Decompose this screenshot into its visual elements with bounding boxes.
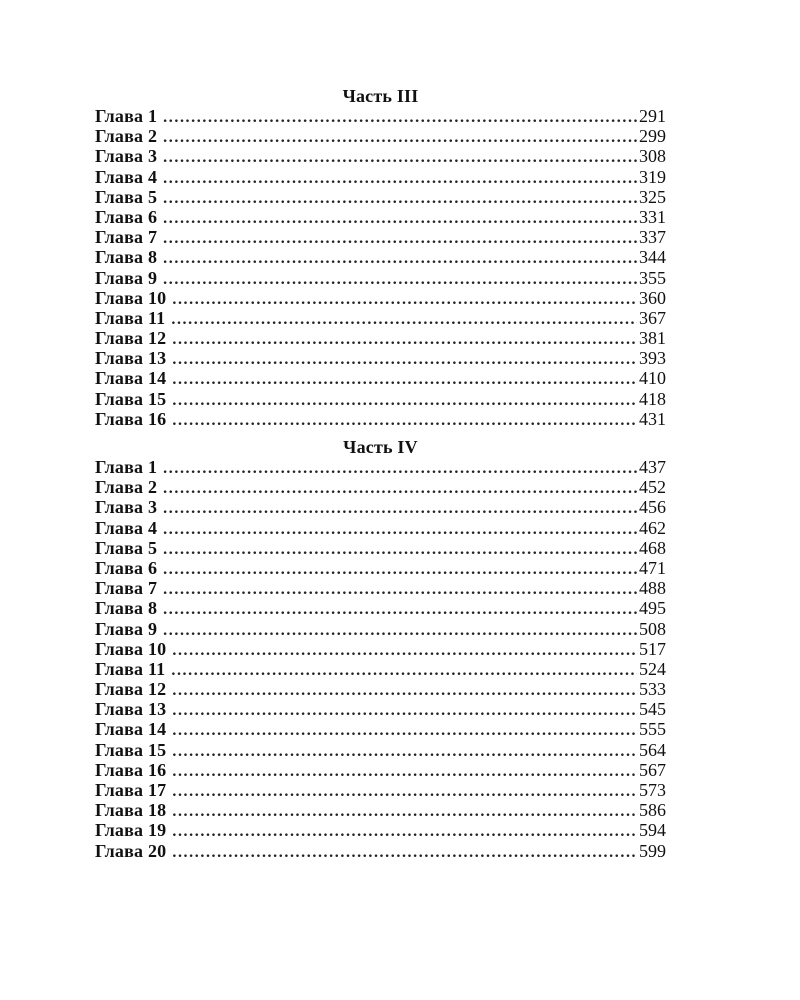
dot-leader — [163, 209, 637, 229]
page-number: 488 — [639, 578, 666, 599]
page-number: 360 — [639, 287, 666, 308]
page-number: 495 — [639, 598, 666, 619]
chapter-label: Глава 2 — [95, 477, 158, 498]
toc-section-part-3 — [95, 86, 666, 429]
dot-leader — [163, 249, 637, 269]
toc-entry[interactable] — [95, 288, 666, 308]
page-number: 564 — [639, 739, 666, 760]
dot-leader — [172, 701, 637, 721]
toc-list — [95, 457, 666, 861]
toc-list — [95, 106, 666, 429]
chapter-label: Глава 20 — [95, 840, 167, 861]
dot-leader — [172, 843, 637, 863]
dot-leader — [163, 600, 637, 620]
dot-leader — [163, 459, 637, 479]
part-title: Часть III — [342, 86, 419, 106]
dot-leader — [163, 108, 637, 128]
chapter-label: Глава 7 — [95, 227, 158, 248]
chapter-label: Глава 1 — [95, 106, 158, 126]
dot-leader — [171, 310, 637, 330]
toc-entry[interactable] — [95, 619, 666, 639]
toc-entry[interactable] — [95, 740, 666, 760]
chapter-label: Глава 19 — [95, 820, 167, 841]
dot-leader — [172, 391, 637, 411]
dot-leader — [172, 370, 637, 390]
dot-leader — [163, 270, 637, 290]
toc-entry[interactable] — [95, 639, 666, 659]
chapter-label: Глава 4 — [95, 517, 158, 538]
toc-entry[interactable] — [95, 578, 666, 598]
chapter-label: Глава 4 — [95, 166, 158, 187]
page-number: 594 — [639, 820, 666, 841]
chapter-label: Глава 6 — [95, 206, 158, 227]
toc-entry[interactable] — [95, 457, 666, 477]
chapter-label: Глава 15 — [95, 739, 167, 760]
toc-entry[interactable] — [95, 368, 666, 388]
page-number: 524 — [639, 658, 666, 679]
page-number: 319 — [639, 166, 666, 187]
toc-entry[interactable] — [95, 167, 666, 187]
page-number: 599 — [639, 840, 666, 861]
chapter-label: Глава 5 — [95, 186, 158, 207]
chapter-label: Глава 14 — [95, 719, 167, 740]
page-number: 533 — [639, 679, 666, 700]
page-number: 381 — [639, 328, 666, 349]
page-number: 410 — [639, 368, 666, 389]
chapter-label: Глава 8 — [95, 598, 158, 619]
chapter-label: Глава 10 — [95, 638, 167, 659]
part-title: Часть IV — [343, 437, 418, 457]
page-number: 471 — [639, 557, 666, 578]
toc-entry[interactable] — [95, 679, 666, 699]
chapter-label: Глава 2 — [95, 126, 158, 147]
chapter-label: Глава 17 — [95, 780, 167, 800]
chapter-label: Глава 3 — [95, 497, 158, 518]
toc-entry[interactable] — [95, 106, 666, 126]
dot-leader — [163, 148, 637, 168]
dot-leader — [172, 411, 637, 431]
toc-entry[interactable] — [95, 538, 666, 558]
toc-entry[interactable] — [95, 558, 666, 578]
dot-leader — [172, 330, 637, 350]
toc-entry[interactable] — [95, 497, 666, 517]
chapter-label: Глава 9 — [95, 618, 158, 639]
toc-entry[interactable] — [95, 699, 666, 719]
page-number: 393 — [639, 348, 666, 369]
chapter-label: Глава 15 — [95, 388, 167, 409]
dot-leader — [172, 641, 637, 661]
page-number: 468 — [639, 537, 666, 558]
chapter-label: Глава 11 — [95, 658, 166, 679]
page-number: 431 — [639, 408, 666, 429]
chapter-label: Глава 7 — [95, 578, 158, 599]
toc-entry[interactable] — [95, 659, 666, 679]
dot-leader — [163, 520, 637, 540]
dot-leader — [163, 499, 637, 519]
toc-entry[interactable] — [95, 389, 666, 409]
toc-entry[interactable] — [95, 207, 666, 227]
chapter-label: Глава 12 — [95, 679, 167, 700]
dot-leader — [163, 621, 637, 641]
toc-entry[interactable] — [95, 518, 666, 538]
chapter-label: Глава 1 — [95, 457, 158, 477]
chapter-label: Глава 3 — [95, 146, 158, 167]
dot-leader — [172, 742, 637, 762]
toc-entry[interactable] — [95, 719, 666, 739]
dot-leader — [172, 802, 637, 822]
toc-entry[interactable] — [95, 477, 666, 497]
chapter-label: Глава 16 — [95, 408, 167, 429]
toc-entry[interactable] — [95, 598, 666, 618]
page-number: 308 — [639, 146, 666, 167]
dot-leader — [163, 128, 637, 148]
chapter-label: Глава 9 — [95, 267, 158, 288]
dot-leader — [172, 681, 637, 701]
page-number: 367 — [639, 307, 666, 328]
page-number: 586 — [639, 800, 666, 821]
toc-entry[interactable] — [95, 760, 666, 780]
chapter-label: Глава 16 — [95, 759, 167, 780]
dot-leader — [172, 762, 637, 782]
toc-entry[interactable] — [95, 126, 666, 146]
page-number: 462 — [639, 517, 666, 538]
dot-leader — [163, 540, 637, 560]
page-number: 452 — [639, 477, 666, 498]
dot-leader — [172, 782, 637, 802]
dot-leader — [172, 822, 637, 842]
page-number: 555 — [639, 719, 666, 740]
toc-entry[interactable] — [95, 328, 666, 348]
page-number: 344 — [639, 247, 666, 268]
chapter-label: Глава 8 — [95, 247, 158, 268]
chapter-label: Глава 10 — [95, 287, 167, 308]
page-number: 573 — [639, 780, 666, 800]
dot-leader — [172, 350, 637, 370]
chapter-label: Глава 5 — [95, 537, 158, 558]
page-number: 517 — [639, 638, 666, 659]
toc-entry[interactable] — [95, 268, 666, 288]
toc-entry[interactable] — [95, 247, 666, 267]
toc-section-part-4 — [95, 437, 666, 861]
dot-leader — [163, 580, 637, 600]
dot-leader — [163, 229, 637, 249]
toc-entry[interactable] — [95, 348, 666, 368]
dot-leader — [163, 479, 637, 499]
chapter-label: Глава 6 — [95, 557, 158, 578]
toc-entry[interactable] — [95, 227, 666, 247]
toc-entry[interactable] — [95, 820, 666, 840]
page-number: 545 — [639, 699, 666, 720]
toc-entry[interactable] — [95, 146, 666, 166]
page-number: 331 — [639, 206, 666, 227]
chapter-label: Глава 13 — [95, 699, 167, 720]
page-number: 337 — [639, 227, 666, 248]
toc-entry[interactable] — [95, 841, 666, 861]
page-number: 418 — [639, 388, 666, 409]
page-number: 567 — [639, 759, 666, 780]
toc-entry[interactable] — [95, 800, 666, 820]
page-number: 325 — [639, 186, 666, 207]
page-number: 291 — [639, 106, 666, 126]
chapter-label: Глава 11 — [95, 307, 166, 328]
toc-entry[interactable] — [95, 409, 666, 429]
page-number: 456 — [639, 497, 666, 518]
toc-entry[interactable] — [95, 187, 666, 207]
chapter-label: Глава 14 — [95, 368, 167, 389]
dot-leader — [171, 661, 637, 681]
page-number: 508 — [639, 618, 666, 639]
toc-entry[interactable] — [95, 780, 666, 800]
dot-leader — [163, 169, 637, 189]
page-number: 355 — [639, 267, 666, 288]
chapter-label: Глава 12 — [95, 328, 167, 349]
chapter-label: Глава 13 — [95, 348, 167, 369]
page-number: 437 — [639, 457, 666, 477]
page-number: 299 — [639, 126, 666, 147]
dot-leader — [172, 290, 637, 310]
chapter-label: Глава 18 — [95, 800, 167, 821]
dot-leader — [163, 189, 637, 209]
dot-leader — [172, 721, 637, 741]
dot-leader — [163, 560, 637, 580]
toc-entry[interactable] — [95, 308, 666, 328]
